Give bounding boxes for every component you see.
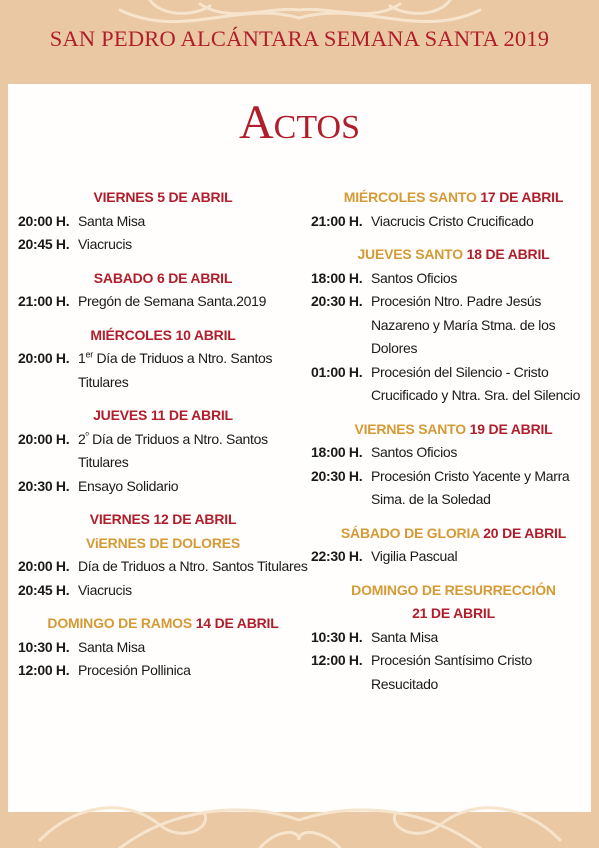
event-description: Procesión del Silencio - Cristo Crucificado y Ntra. Sra. del Silencio (371, 363, 581, 403)
header-title: SAN PEDRO ALCÁNTARA SEMANA SANTA 2019 (49, 26, 550, 51)
day-heading: VIERNES 12 DE ABRIL (89, 511, 237, 527)
event-description (78, 347, 308, 394)
schedule-section (18, 612, 308, 683)
event-row (311, 649, 596, 696)
event-time: 20:30 H. (311, 467, 363, 484)
event-row (18, 428, 308, 475)
schedule-section (311, 243, 596, 408)
ordinal-suffix: er (85, 349, 93, 360)
schedule-section (18, 508, 308, 602)
left-column (18, 186, 308, 693)
event-time: 10:30 H. (311, 628, 363, 645)
event-time: 22:30 H. (311, 548, 363, 564)
ordinal-suffix: º (85, 429, 89, 440)
schedule-section (18, 324, 308, 395)
event-description: Santa Misa (78, 212, 146, 229)
day-heading (311, 418, 596, 442)
day-heading-date: 18 DE ABRIL (466, 246, 550, 262)
event-row (18, 555, 308, 579)
event-row (311, 441, 596, 465)
event-description: Santa Misa (78, 638, 146, 655)
schedule-section (18, 267, 308, 314)
event-row (311, 210, 596, 234)
day-heading-label: DOMINGO DE RAMOS (47, 615, 196, 631)
event-row (18, 579, 308, 603)
day-heading: 21 DE ABRIL (412, 605, 495, 621)
event-row (311, 361, 596, 408)
day-heading: ViERNES DE DOLORES (85, 534, 241, 551)
event-row (18, 475, 308, 499)
day-heading: JUEVES 11 DE ABRIL (93, 407, 233, 423)
event-time: 20:45 H. (18, 581, 70, 598)
event-row (18, 233, 308, 257)
event-row (18, 347, 308, 394)
event-row (18, 210, 308, 234)
event-time: 12:00 H. (18, 662, 70, 678)
event-row (311, 465, 596, 512)
event-description: Viacrucis (78, 236, 132, 252)
day-heading-label: MIÉRCOLES SANTO (343, 189, 481, 205)
event-row (311, 290, 596, 361)
event-description: Viacrucis (78, 581, 132, 598)
event-description: Pregón de Semana Santa.2019 (78, 293, 267, 309)
event-row (18, 636, 308, 660)
day-heading-label: SÁBADO DE GLORIA (340, 524, 484, 541)
schedule-section (311, 186, 596, 233)
day-heading (311, 522, 596, 546)
day-heading: SABADO 6 DE ABRIL (93, 269, 233, 286)
right-column (311, 186, 596, 706)
decorative-swirl-bottom (0, 770, 599, 848)
event-row (18, 290, 308, 314)
main-title: Actos (239, 96, 360, 149)
schedule-section (18, 186, 308, 257)
event-description: Procesión Cristo Yacente y Marra Sima. de la Soledad (371, 467, 570, 507)
day-heading: VIERNES 5 DE ABRIL (93, 189, 233, 205)
event-time: 20:30 H. (18, 477, 70, 494)
event-description: Viacrucis Cristo Crucificado (371, 212, 534, 229)
day-heading: DOMINGO DE RESURRECCIÓN (351, 581, 556, 598)
event-time: 18:00 H. (311, 444, 363, 460)
day-heading-date: 17 DE ABRIL (480, 189, 564, 205)
event-description: Vigilia Pascual (371, 548, 458, 564)
event-time: 20:30 H. (311, 293, 363, 309)
event-row (311, 545, 596, 569)
event-time: 20:00 H. (18, 212, 70, 229)
event-time: 20:00 H. (18, 558, 70, 574)
event-time: 10:30 H. (18, 638, 70, 655)
event-time: 12:00 H. (311, 652, 363, 668)
schedule-section (18, 404, 308, 498)
ordinal-number: 1 (78, 350, 86, 366)
event-description: Procesión Ntro. Padre Jesús Nazareno y María Stma. de los Dolores (371, 293, 556, 356)
day-heading (311, 186, 596, 210)
event-row (311, 267, 596, 291)
event-description: Santos Oficios (371, 444, 458, 460)
event-description: Procesión Santísimo Cristo Resucitado (371, 652, 533, 692)
event-description: Santos Oficios (371, 269, 458, 286)
ordinal-number: 2 (78, 430, 86, 447)
event-time: 01:00 H. (311, 363, 363, 380)
event-description: Día de Triduos a Ntro. Santos Titulares (78, 558, 308, 574)
event-row (311, 626, 596, 650)
event-time: 20:00 H. (18, 350, 70, 366)
event-time: 21:00 H. (18, 293, 70, 309)
schedule-section (311, 418, 596, 512)
event-description: Ensayo Solidario (78, 477, 179, 494)
day-heading-date: 19 DE ABRIL (469, 420, 553, 437)
schedule-section (311, 579, 596, 697)
day-heading (18, 612, 308, 636)
day-heading-date: 14 DE ABRIL (195, 615, 279, 631)
event-description: Procesión Pollinica (78, 662, 191, 678)
day-heading (311, 243, 596, 267)
event-row (18, 659, 308, 683)
day-heading-label: JUEVES SANTO (357, 246, 467, 262)
event-time: 21:00 H. (311, 212, 363, 229)
event-description (78, 428, 308, 475)
event-description: Santa Misa (371, 628, 439, 645)
schedule-section (311, 522, 596, 569)
day-heading: MIÉRCOLES 10 ABRIL (90, 326, 236, 343)
event-description-text: Día de Triduos a Ntro. Santos Titulares (78, 430, 268, 470)
event-time: 20:00 H. (18, 430, 70, 447)
day-heading-date: 20 DE ABRIL (483, 524, 567, 541)
event-time: 18:00 H. (311, 269, 363, 286)
event-time: 20:45 H. (18, 236, 70, 252)
event-description-text: Día de Triduos a Ntro. Santos Titulares (78, 350, 273, 390)
day-heading-label: VIERNES SANTO (354, 420, 470, 437)
